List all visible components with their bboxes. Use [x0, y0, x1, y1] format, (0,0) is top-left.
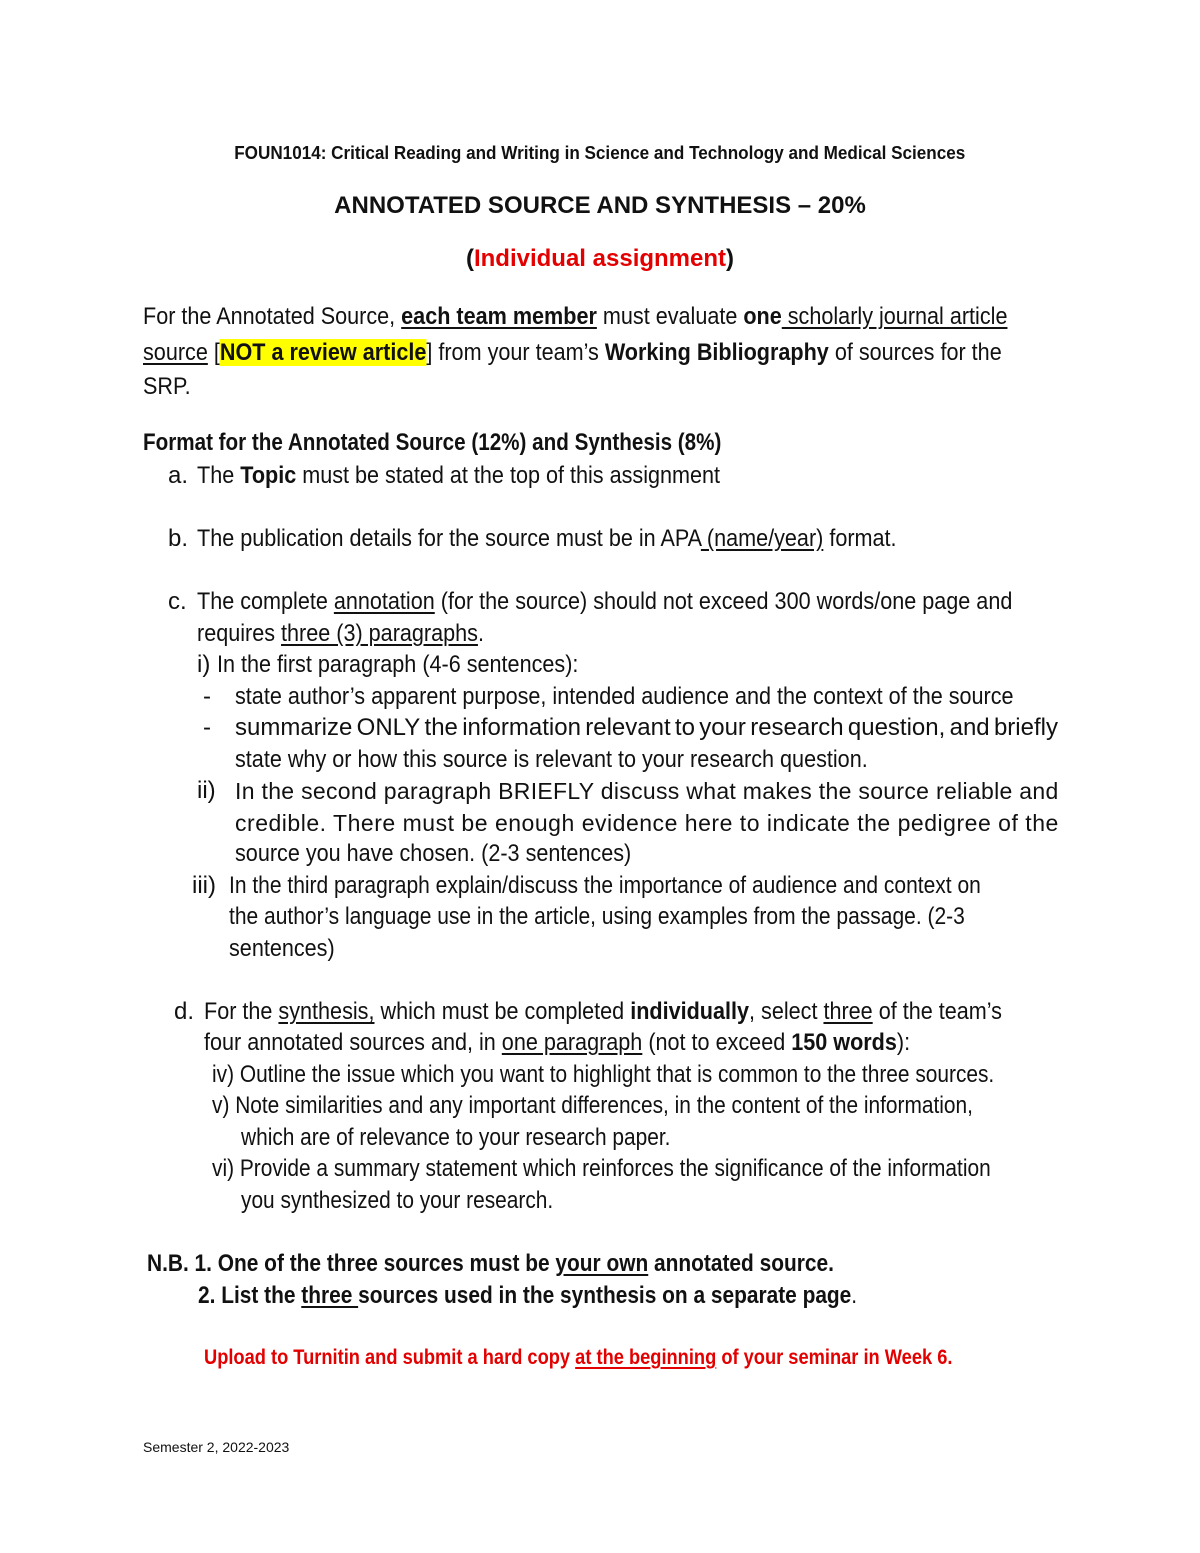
sub-item-vi-line-2: you synthesized to your research. [241, 1187, 554, 1214]
sub-item-iii-line-1: In the third paragraph explain/discuss the importance of audience and context on [229, 872, 981, 899]
page-title: ANNOTATED SOURCE AND SYNTHESIS – 20% [334, 192, 866, 219]
format-heading: Format for the Annotated Source (12%) and Synthesis (8%) [143, 429, 722, 456]
sub-item-i: In the first paragraph (4-6 sentences): [217, 651, 579, 678]
sub-item-v-line-1: v) Note similarities and any important differences, in the content of the information, [212, 1092, 973, 1119]
sub-marker-i: i) [197, 651, 211, 678]
intro-line-2: source [NOT a review article] from your team’s Working Bibliography of sources for the [143, 339, 1002, 366]
item-d-line-1: For the synthesis, which must be completed individually, select three of the team’s [204, 998, 1002, 1025]
list-marker-b: b. [168, 525, 189, 552]
bullet-dash: - [203, 714, 211, 741]
item-b: The publication details for the source must be in APA (name/year) format. [197, 525, 897, 552]
sub-item-i-bullet-2-line-1: summarize ONLY the information relevant to your research question, and briefly [235, 714, 1058, 741]
item-a: The Topic must be stated at the top of this assignment [197, 462, 721, 489]
assignment-type: (Individual assignment) [465, 245, 735, 272]
item-c-line-1: The complete annotation (for the source) should not exceed 300 words/one page and [197, 588, 1013, 615]
sub-item-ii-line-3: source you have chosen. (2-3 sentences) [235, 840, 632, 867]
intro-line-3: SRP. [143, 373, 191, 400]
footer-semester: Semester 2, 2022-2023 [143, 1439, 290, 1455]
item-d-line-2: four annotated sources and, in one paragraph (not to exceed 150 words): [204, 1029, 911, 1056]
nb-line-1: N.B. 1. One of the three sources must be your own annotated source. [147, 1250, 834, 1277]
sub-item-ii-line-2: credible. There must be enough evidence here to indicate the pedigree of the [235, 810, 1059, 836]
sub-item-iv: iv) Outline the issue which you want to highlight that is common to the three sources. [212, 1061, 995, 1088]
sub-item-vi-line-1: vi) Provide a summary statement which reinforces the significance of the information [212, 1155, 991, 1182]
intro-line-1: For the Annotated Source, each team member must evaluate one scholarly journal article [143, 303, 1008, 330]
nb-line-2: 2. List the three sources used in the synthesis on a separate page. [198, 1282, 858, 1309]
highlighted-warning: NOT a review article [219, 339, 427, 366]
course-title: FOUN1014: Critical Reading and Writing in Science and Technology and Medical Sciences [234, 143, 966, 163]
sub-item-ii-line-1: In the second paragraph BRIEFLY discuss what makes the source reliable and [235, 778, 1059, 804]
upload-instruction: Upload to Turnitin and submit a hard copy at the beginning of your seminar in Week 6. [204, 1346, 953, 1369]
list-marker-a: a. [168, 462, 189, 489]
sub-item-i-bullet-1: state author’s apparent purpose, intended audience and the context of the source [235, 683, 1014, 710]
sub-item-iii-line-2: the author’s language use in the article, using examples from the passage. (2-3 [229, 903, 965, 930]
sub-marker-ii: ii) [197, 777, 216, 804]
sub-item-iii-line-3: sentences) [229, 935, 335, 962]
sub-marker-iii: iii) [192, 872, 216, 899]
sub-item-i-bullet-2-line-2: state why or how this source is relevant to your research question. [235, 746, 868, 773]
list-marker-c: c. [168, 588, 187, 615]
bullet-dash: - [203, 683, 211, 710]
sub-item-v-line-2: which are of relevance to your research paper. [241, 1124, 671, 1151]
list-marker-d: d. [174, 998, 195, 1025]
item-c-line-2: requires three (3) paragraphs. [197, 620, 484, 647]
